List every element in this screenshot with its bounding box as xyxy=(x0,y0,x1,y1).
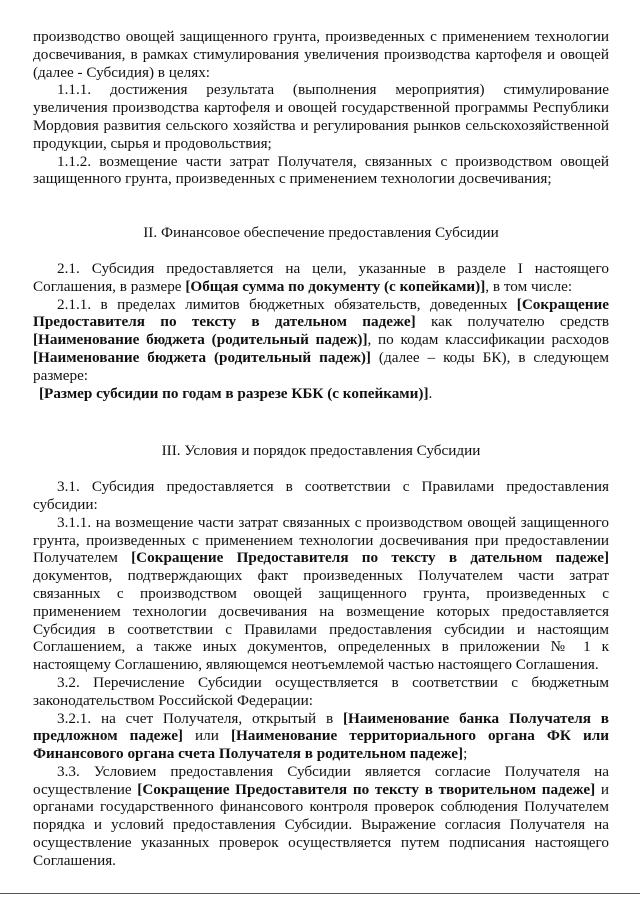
placeholder-subsidy-by-year: [Размер субсидии по годам в разрезе КБК (с копейками)] xyxy=(39,384,429,402)
paragraph-3-1: 3.1. Субсидия предоставляется в соответствии с Правилами предоставления субсидии: xyxy=(33,478,609,513)
placeholder-treasury-organ: [Наименование территориального органа ФК или Финансового органа счета Получателя в родительном падеже] xyxy=(33,727,610,763)
section-2-heading: II. Финансовое обеспечение предоставления Субсидии xyxy=(143,224,499,242)
document-page xyxy=(33,28,609,870)
paragraph-amount: [Размер субсидии по годам в разрезе КБК (с копейками)]. xyxy=(39,384,433,402)
paragraph-3-2-1: 3.2.1. на счет Получателя, открытый в [Наименование банка Получателя в предложном падеже] или [Наименование территориального органа ФК или Финансового органа счета Получателя в родительном падеже]; xyxy=(33,709,610,763)
paragraph-3-3: 3.3. Условием предоставления Субсидии является согласие Получателя на осуществление [Сокращение Предоставителя по тексту в творительном падеже] и органами государственного финансового контроля проверок соблюдения Получателем порядка и условий предоставления Субсидии. Выражение согласия Получателя на осуществление указанных проверок осуществляется путем подписания настоящего Соглашения. xyxy=(33,762,609,869)
paragraph-3-2: 3.2. Перечисление Субсидии осуществляется в соответствии с бюджетным законодательством Российской Федерации: xyxy=(33,673,609,709)
paragraph-2-1-1: 2.1.1. в пределах лимитов бюджетных обязательств, доведенных [Сокращение Предоставителя по тексту в дательном падеже] как получателю средств [Наименование бюджета (родительный падеж)], по кодам классификации расходов [Наименование бюджета (родительный падеж)] (далее – коды БК), в следующем размере: xyxy=(33,295,610,384)
placeholder-total-amount: [Общая сумма по документу (с копейками)] xyxy=(185,277,486,295)
placeholder-provider-dative: [Сокращение Предоставителя по тексту в дательном падеже] xyxy=(33,295,609,331)
placeholder-provider-instrumental: [Сокращение Предоставителя по тексту в творительном падеже] xyxy=(137,780,596,798)
section-3-heading: III. Условия и порядок предоставления Субсидии xyxy=(161,442,481,460)
paragraph-3-1-1: 3.1.1. на возмещение части затрат связанных с производством овощей защищенного грунта, произведенных с применением технологии досвечивания при предоставлении Получателем [Сокращение Предоставителя по тексту в дательном падеже] документов, подтверждающих факт произведенных Получателем части затрат связанных с производством овощей защищенного грунта, произведенных с применением технологии досвечивания на возмещение которых предоставляется Субсидия в соответствии с Правилами предоставления субсидии и настоящим Соглашением, а также иных документов, определенных в приложении № 1 к настоящему Соглашению, являющемся неотъемлемой частью настоящего Соглашения. xyxy=(33,513,609,674)
placeholder-bank-name: [Наименование банка Получателя в предложном падеже] xyxy=(33,709,609,745)
paragraph-1-1-2: 1.1.2. возмещение части затрат Получателя, связанных с производством овощей защищенного грунта, произведенных с применением технологии досвечивания; xyxy=(33,152,609,188)
intro-paragraph: производство овощей защищенного грунта, произведенных с применением технологии досвечивания, в рамках стимулирования увеличения производства картофеля и овощей (далее - Субсидия) в целях: xyxy=(33,28,609,81)
page-bottom-divider xyxy=(0,893,640,894)
paragraph-2-1: 2.1. Субсидия предоставляется на цели, указанные в разделе I настоящего Соглашения, в размере [Общая сумма по документу (с копейками)], в том числе: xyxy=(33,259,609,295)
paragraph-1-1-1: 1.1.1. достижения результата (выполнения мероприятия) стимулирование увеличения производства картофеля и овощей государственной программы Республики Мордовия развития сельского хозяйства и регулирования рынков сельскохозяйственной продукции, сырья и продовольствия; xyxy=(33,81,609,152)
placeholder-budget-name: [Наименование бюджета (родительный падеж)] xyxy=(33,331,368,349)
placeholder-budget-name-2: [Наименование бюджета (родительный падеж)] xyxy=(33,348,371,366)
placeholder-provider-dative-2: [Сокращение Предоставителя по тексту в дательном падеже] xyxy=(131,549,609,567)
